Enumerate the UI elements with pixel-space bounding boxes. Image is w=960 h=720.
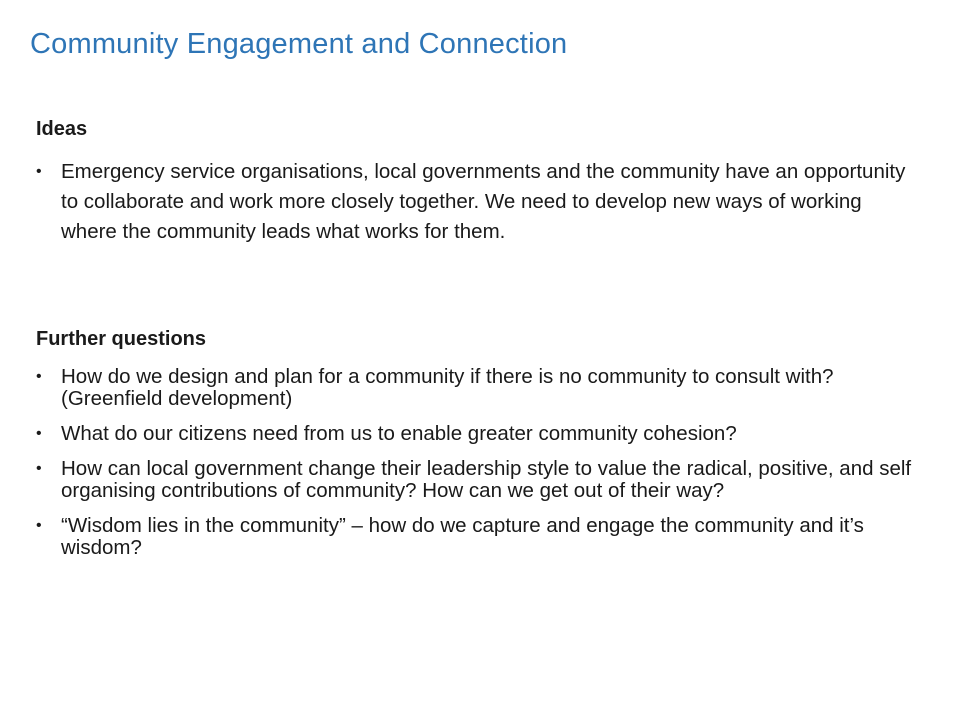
bullet-icon: • — [36, 425, 42, 442]
bullet-icon: • — [36, 163, 42, 180]
bullet-icon: • — [36, 517, 42, 534]
ideas-heading: Ideas — [36, 118, 88, 140]
slide-title: Community Engagement and Connection — [30, 28, 568, 60]
list-item — [36, 515, 916, 559]
ideas-item-text: Emergency service organisations, local governments and the community have an opportunity to collaborate and work more closely together. We need to develop new ways of working where the community leads what works for them. — [61, 160, 906, 243]
question-item-text: What do our citizens need from us to enable greater community cohesion? — [61, 422, 737, 445]
further-questions-list — [36, 366, 916, 572]
question-item-text: How can local government change their leadership style to value the radical, positive, and self organising contributions of community? How can we get out of their way? — [61, 457, 912, 502]
list-item — [36, 458, 916, 502]
list-item — [36, 366, 916, 410]
further-questions-heading: Further questions — [36, 328, 207, 350]
list-item — [36, 157, 916, 247]
question-item-text: “Wisdom lies in the community” – how do we capture and engage the community and it’s wisdom? — [61, 514, 864, 559]
ideas-list — [36, 157, 916, 247]
question-item-text: How do we design and plan for a community if there is no community to consult with? (Greenfield development) — [61, 365, 834, 410]
bullet-icon: • — [36, 368, 42, 385]
bullet-icon: • — [36, 460, 42, 477]
list-item — [36, 423, 916, 445]
